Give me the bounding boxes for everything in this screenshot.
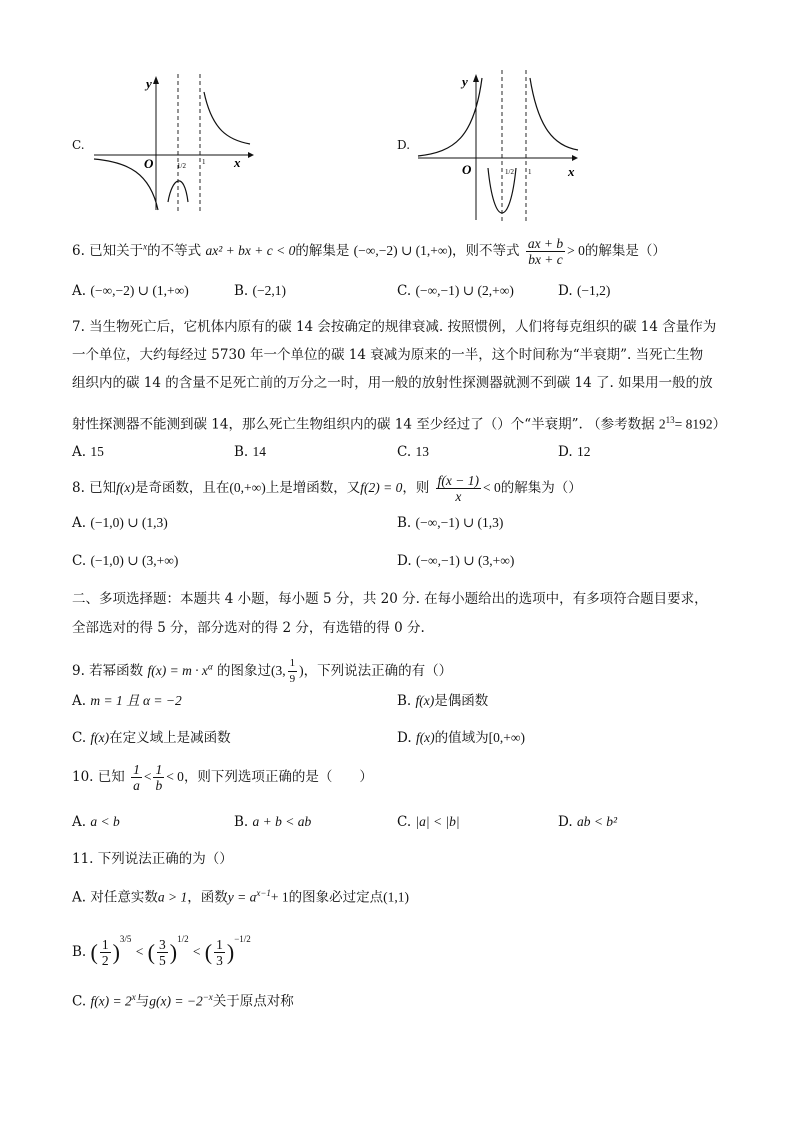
q7-option-b[interactable]: B. 14 <box>234 444 267 460</box>
q7-line-4: 射性探测器不能测到碳 14，那么死亡生物组织内的碳 14 至少经过了（）个“半衰期”. （参考数据 $2^{13}= 8192$） <box>72 415 727 433</box>
q7-option-d[interactable]: D. 12 <box>558 444 591 460</box>
graph-c-y-label: y <box>146 76 152 91</box>
q6-option-c[interactable]: C. (−∞,−1) ∪ (2,+∞) <box>397 283 514 299</box>
q11-option-a[interactable]: A. 对任意实数a > 1，函数$y = a^{x-1}+ 1$的图象必过定点(1,1) <box>72 888 410 906</box>
graph-c-label: C. <box>72 138 85 152</box>
q6-stem: 6. 已知关于$^x$的不等式 ax² + bx + c < 0的解集是 (−∞,−2) ∪ (1,+∞)，则不等式 $\frac{ax + b}{bx + c}$ > 0的解集是（） <box>72 236 666 267</box>
graph-c-tick-one: 1 <box>202 158 206 166</box>
q6-fraction: $\frac{ax + b}{bx + c}$ <box>527 236 564 267</box>
q11-option-b[interactable]: B. ( $\frac{1}{2}$ )$^{3/5}$ < ( $\frac{3}{5}$ )$^{1/2}$ < ( $\frac{1}{3}$ )$^{-1/2}$ <box>72 934 251 968</box>
q6-option-d[interactable]: D. (−1,2) <box>558 283 611 299</box>
section-2-line-1: 二、多项选择题：本题共 4 小题，每小题 5 分，共 20 分. 在每小题给出的选项中，有多项符合题目要求， <box>72 591 708 607</box>
q8-option-a[interactable]: A. (−1,0) ∪ (1,3) <box>72 515 168 531</box>
q10-option-b[interactable]: B. a + b < ab <box>234 814 312 830</box>
graph-c-origin: O <box>144 156 154 171</box>
graph-d-label: D. <box>397 138 411 152</box>
graph-d <box>414 68 584 223</box>
graph-d-y-label: y <box>462 74 468 89</box>
q9-option-a[interactable]: A. m = 1 且 α = −2 <box>72 693 182 709</box>
q10-option-a[interactable]: A. a < b <box>72 814 120 830</box>
graph-d-origin: O <box>462 162 472 177</box>
q11-stem: 11. 下列说法正确的为（） <box>72 851 233 867</box>
q10-option-c[interactable]: C. |a| < |b| <box>397 814 460 830</box>
graph-d-tick-half: 1/2 <box>505 168 514 176</box>
q9-option-c[interactable]: C. f(x)在定义域上是减函数 <box>72 730 231 746</box>
q10-option-d[interactable]: D. ab < b² <box>558 814 618 830</box>
graph-c-x-label: x <box>234 155 241 170</box>
q7-option-a[interactable]: A. 15 <box>72 444 104 460</box>
graph-d-tick-one: 1 <box>528 168 532 176</box>
q8-stem: 8. 已知f(x)是奇函数，且在(0,+∞)上是增函数，又f(2) = 0，则 $\frac{f(x - 1)}{x}$ < 0的解集为（） <box>72 473 582 504</box>
q7-option-c[interactable]: C. 13 <box>397 444 429 460</box>
q10-stem: 10. 已知 $\frac{1}{a}$ < $\frac{1}{b}$ < 0，则下列选项正确的是（ ） <box>72 762 373 793</box>
graph-d-x-label: x <box>568 164 575 179</box>
q6-option-b[interactable]: B. (−2,1) <box>234 283 286 299</box>
graph-c <box>88 70 258 215</box>
q8-option-c[interactable]: C. (−1,0) ∪ (3,+∞) <box>72 553 179 569</box>
q7-line-3: 组织内的碳 14 的含量不足死亡前的万分之一时，用一般的放射性探测器就测不到碳 14 了. 如果用一般的放 <box>72 375 713 391</box>
q9-option-b[interactable]: B. f(x)是偶函数 <box>397 693 489 709</box>
q8-option-b[interactable]: B. (−∞,−1) ∪ (1,3) <box>397 515 504 531</box>
q9-stem: 9. 若幂函数 $f(x) = m \cdot x^\alpha$ 的图象过(3, $\frac{1}{9}$ )，下列说法正确的有（） <box>72 657 453 685</box>
q8-option-d[interactable]: D. (−∞,−1) ∪ (3,+∞) <box>397 553 515 569</box>
section-2-line-2: 全部选对的得 5 分，部分选对的得 2 分，有选错的得 0 分. <box>72 620 425 636</box>
q11-option-c[interactable]: C. $f(x) = 2^x$与$g(x) = -2^{-x}$关于原点对称 <box>72 992 294 1010</box>
q7-line-1: 7. 当生物死亡后，它机体内原有的碳 14 会按确定的规律衰减. 按照惯例，人们将每克组织的碳 14 含量作为 <box>72 319 717 335</box>
q7-line-2: 一个单位，大约每经过 5730 年一个单位的碳 14 衰减为原来的一半，这个时间称为“半衰期”. 当死亡生物 <box>72 347 704 363</box>
q6-option-a[interactable]: A. (−∞,−2) ∪ (1,+∞) <box>72 283 189 299</box>
graph-c-tick-half: 1/2 <box>177 162 186 170</box>
q9-option-d[interactable]: D. f(x)的值域为[0,+∞) <box>397 730 526 746</box>
q8-fraction: $\frac{f(x - 1)}{x}$ <box>437 473 480 504</box>
